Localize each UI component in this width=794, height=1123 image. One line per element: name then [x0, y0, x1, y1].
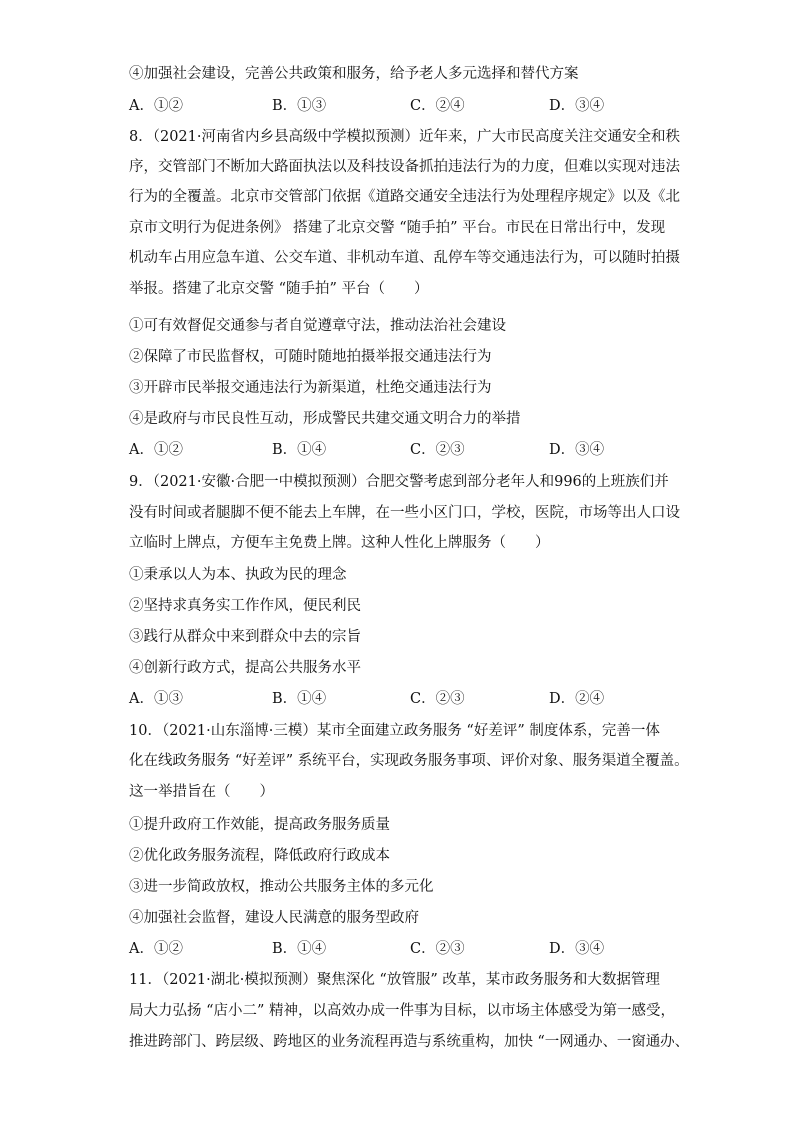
option-b: B．①④: [272, 691, 327, 707]
choice-3: ③开辟市民举报交通违法行为新渠道，杜绝交通违法行为: [129, 380, 492, 396]
answer-options: [129, 689, 689, 709]
question-stem-line: 立临时上牌点，方便车主免费上牌。这种人性化上牌服务（ ）: [129, 535, 550, 551]
option-c: C．②④: [410, 98, 465, 114]
option-a: A．①②: [129, 941, 183, 957]
option-d: D．③④: [549, 442, 605, 458]
previous-question-choice-4: ④加强社会建设，完善公共政策和服务，给予老人多元选择和替代方案: [129, 66, 579, 82]
choice-4: ④是政府与市民良性互动，形成警民共建交通文明合力的举措: [129, 411, 521, 427]
question-stem-line: 机动车占用应急车道、公交车道、非机动车道、乱停车等交通违法行为，可以随时拍摄: [129, 250, 680, 266]
option-a: A．①②: [129, 98, 183, 114]
question-stem-line: 9．（2021·安徽·合肥一中模拟预测）合肥交警考虑到部分老年人和996的上班族们并: [129, 474, 669, 490]
choice-2: ②优化政务服务流程，降低政府行政成本: [129, 848, 390, 864]
choice-1: ①可有效督促交通参与者自觉遵章守法，推动法治社会建设: [129, 318, 506, 334]
question-stem-line: 序，交管部门不断加大路面执法以及科技设备抓拍违法行为的力度，但难以实现对违法: [129, 159, 680, 175]
option-c: C．②③: [410, 442, 465, 458]
option-a: A．①②: [129, 442, 183, 458]
previous-question-options: [129, 96, 689, 116]
choice-1: ①秉承以人为本、执政为民的理念: [129, 567, 347, 583]
choice-4: ④创新行政方式，提高公共服务水平: [129, 660, 361, 676]
option-a: A．①③: [129, 691, 183, 707]
option-d: D．③④: [549, 941, 605, 957]
choice-4: ④加强社会监督，建设人民满意的服务型政府: [129, 910, 419, 926]
option-c: C．②③: [410, 691, 465, 707]
question-stem-line: 行为的全覆盖。北京市交管部门依据《道路交通安全违法行为处理程序规定》以及《北: [129, 189, 680, 205]
choice-3: ③进一步简政放权，推动公共服务主体的多元化: [129, 879, 434, 895]
question-stem-line: 推进跨部门、跨层级、跨地区的业务流程再造与系统重构，加快 “一网通办、一窗通办、: [129, 1034, 690, 1050]
question-stem-line: 局大力弘扬 “店小二” 精神，以高效办成一件事为目标，以市场主体感受为第一感受，: [129, 1003, 676, 1019]
question-stem-line: 京市文明行为促进条例》 搭建了北京交警 “随手拍” 平台。市民在日常出行中，发现: [129, 220, 666, 236]
question-stem-line: 没有时间或者腿脚不便不能去上车牌，在一些小区门口，学校，医院，市场等出人口设: [129, 505, 680, 521]
answer-options: [129, 440, 689, 460]
option-c: C．②③: [410, 941, 465, 957]
question-stem-line: 10．（2021·山东淄博·三模）某市全面建立政务服务 “好差评” 制度体系，完善一体: [129, 723, 660, 739]
option-b: B．①④: [272, 941, 327, 957]
choice-3: ③践行从群众中来到群众中去的宗旨: [129, 629, 361, 645]
choice-2: ②保障了市民监督权，可随时随地拍摄举报交通违法行为: [129, 349, 492, 365]
option-b: B．①④: [272, 442, 327, 458]
question-stem-line: 8．（2021·河南省内乡县高级中学模拟预测）近年来，广大市民高度关注交通安全和秩: [129, 129, 680, 145]
option-d: D．②④: [549, 691, 605, 707]
question-stem-line: 这一举措旨在（ ）: [129, 784, 274, 800]
option-d: D．③④: [549, 98, 605, 114]
choice-1: ①提升政府工作效能，提高政务服务质量: [129, 817, 390, 833]
question-stem-line: 11．（2021·湖北·模拟预测）聚焦深化 “放管服” 改革，某市政务服务和大数据管理: [129, 972, 660, 988]
question-stem-line: 举报。搭建了北京交警 “随手拍” 平台（ ）: [129, 281, 429, 297]
option-b: B．①③: [272, 98, 327, 114]
question-stem-line: 化在线政务服务 “好差评” 系统平台，实现政务服务事项、评价对象、服务渠道全覆盖。: [129, 753, 689, 769]
answer-options: [129, 939, 689, 959]
choice-2: ②坚持求真务实工作作风，便民利民: [129, 598, 361, 614]
